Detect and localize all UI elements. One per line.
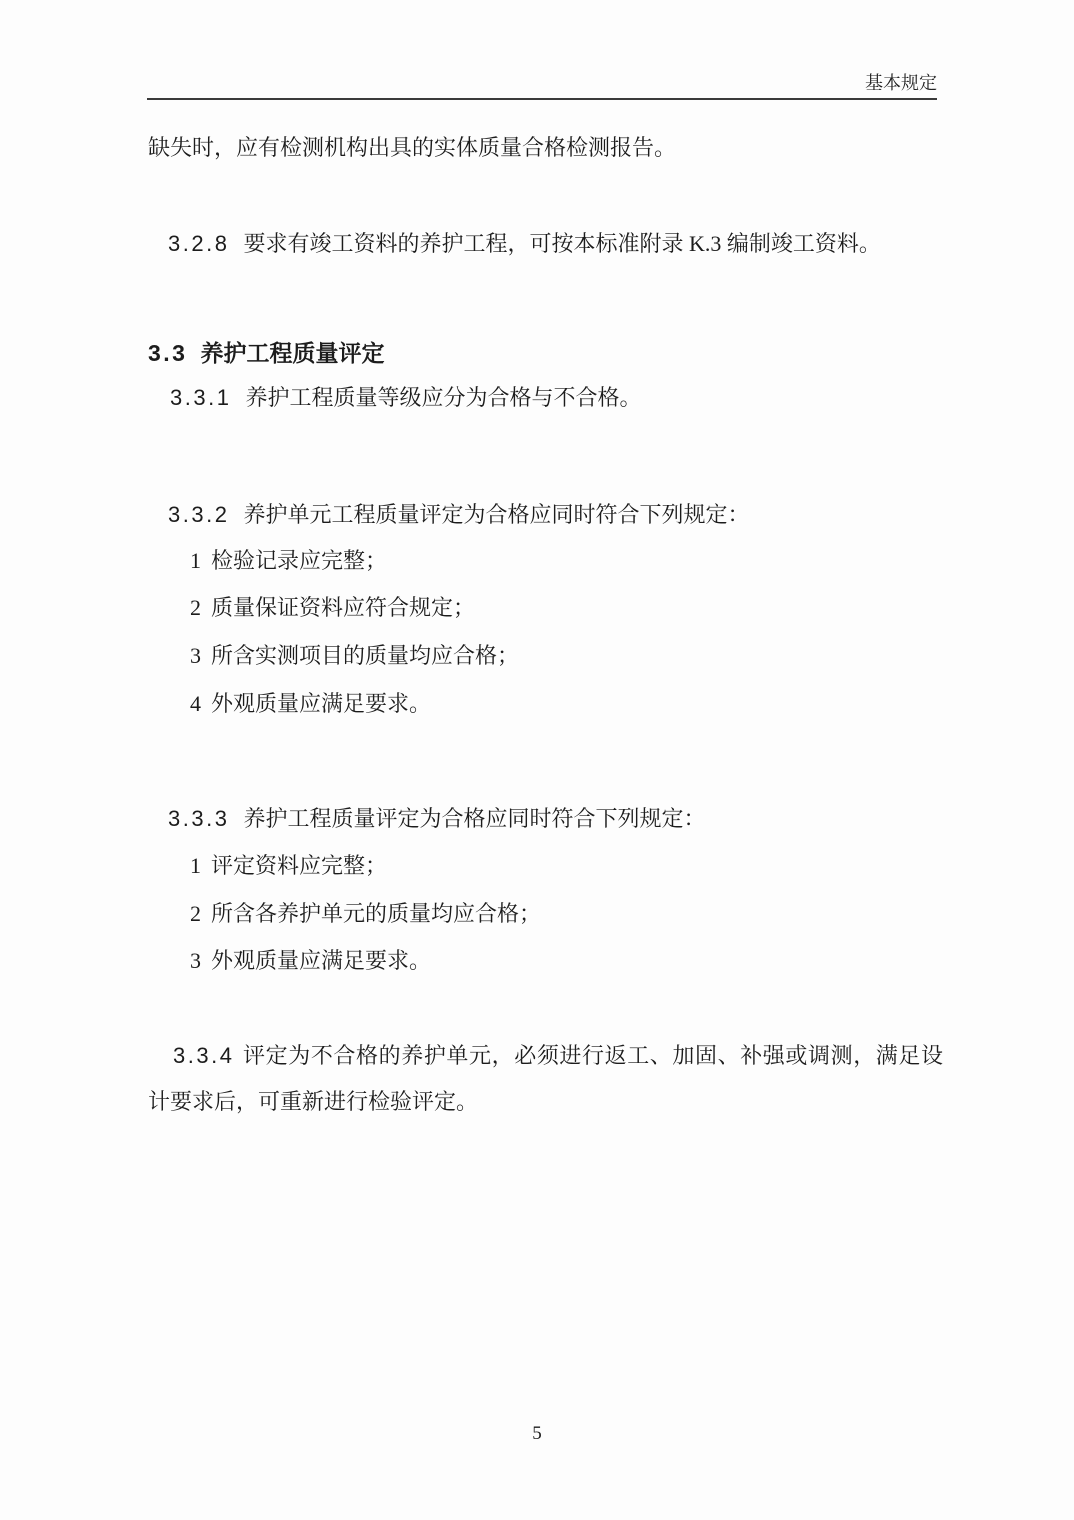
clause-number: 3.2.8 xyxy=(168,231,230,256)
clause-text: 养护工程质量等级应分为合格与不合格。 xyxy=(245,385,642,410)
list-item-text: 外观质量应满足要求。 xyxy=(211,691,432,716)
list-item xyxy=(190,853,387,879)
list-item-number: 3 xyxy=(190,948,201,973)
list-item-number: 1 xyxy=(190,548,201,573)
list-item-text: 评定资料应完整； xyxy=(211,853,388,878)
list-item-number: 4 xyxy=(190,691,201,716)
clause-text: 评定为不合格的养护单元，必须进行返工、加固、补强或调测，满足设计要求后，可重新进行检验评定。 xyxy=(148,1043,943,1114)
clause-3-3-3 xyxy=(168,806,705,832)
clause-number: 3.3.4 xyxy=(173,1043,235,1068)
clause-number: 3.3.3 xyxy=(168,806,230,831)
clause-text: 养护工程质量评定为合格应同时符合下列规定： xyxy=(243,806,706,831)
intro-text: 缺失时，应有检测机构出具的实体质量合格检测报告。 xyxy=(148,135,677,160)
heading-number: 3.3 xyxy=(148,340,188,366)
intro-paragraph xyxy=(148,135,676,161)
list-item-text: 检验记录应完整； xyxy=(211,548,388,573)
list-item xyxy=(190,948,431,974)
clause-text: 养护单元工程质量评定为合格应同时符合下列规定： xyxy=(243,502,750,527)
list-item-number: 2 xyxy=(190,595,201,620)
list-item xyxy=(190,691,431,717)
clause-3-2-8 xyxy=(168,231,881,257)
list-item-text: 所含实测项目的质量均应合格； xyxy=(211,643,520,668)
clause-number: 3.3.2 xyxy=(168,502,230,527)
clause-text: 要求有竣工资料的养护工程，可按本标准附录 K.3 编制竣工资料。 xyxy=(243,231,881,256)
header-title: 基本规定 xyxy=(865,73,937,93)
list-item-text: 外观质量应满足要求。 xyxy=(211,948,432,973)
page-number: 5 xyxy=(532,1423,542,1444)
list-item xyxy=(190,643,519,669)
clause-3-3-4 xyxy=(148,1033,943,1125)
clause-3-3-1 xyxy=(170,385,641,411)
list-item xyxy=(190,901,541,927)
list-item xyxy=(190,595,475,621)
list-item-number: 2 xyxy=(190,901,201,926)
clause-number: 3.3.1 xyxy=(170,385,232,410)
heading-title: 养护工程质量评定 xyxy=(200,340,385,366)
clause-3-3-2 xyxy=(168,502,749,528)
list-item-number: 3 xyxy=(190,643,201,668)
header-rule xyxy=(147,98,937,100)
list-item-text: 质量保证资料应符合规定； xyxy=(211,595,476,620)
list-item xyxy=(190,548,387,574)
list-item-text: 所含各养护单元的质量均应合格； xyxy=(211,901,542,926)
section-heading-3-3 xyxy=(148,340,384,366)
list-item-number: 1 xyxy=(190,853,201,878)
